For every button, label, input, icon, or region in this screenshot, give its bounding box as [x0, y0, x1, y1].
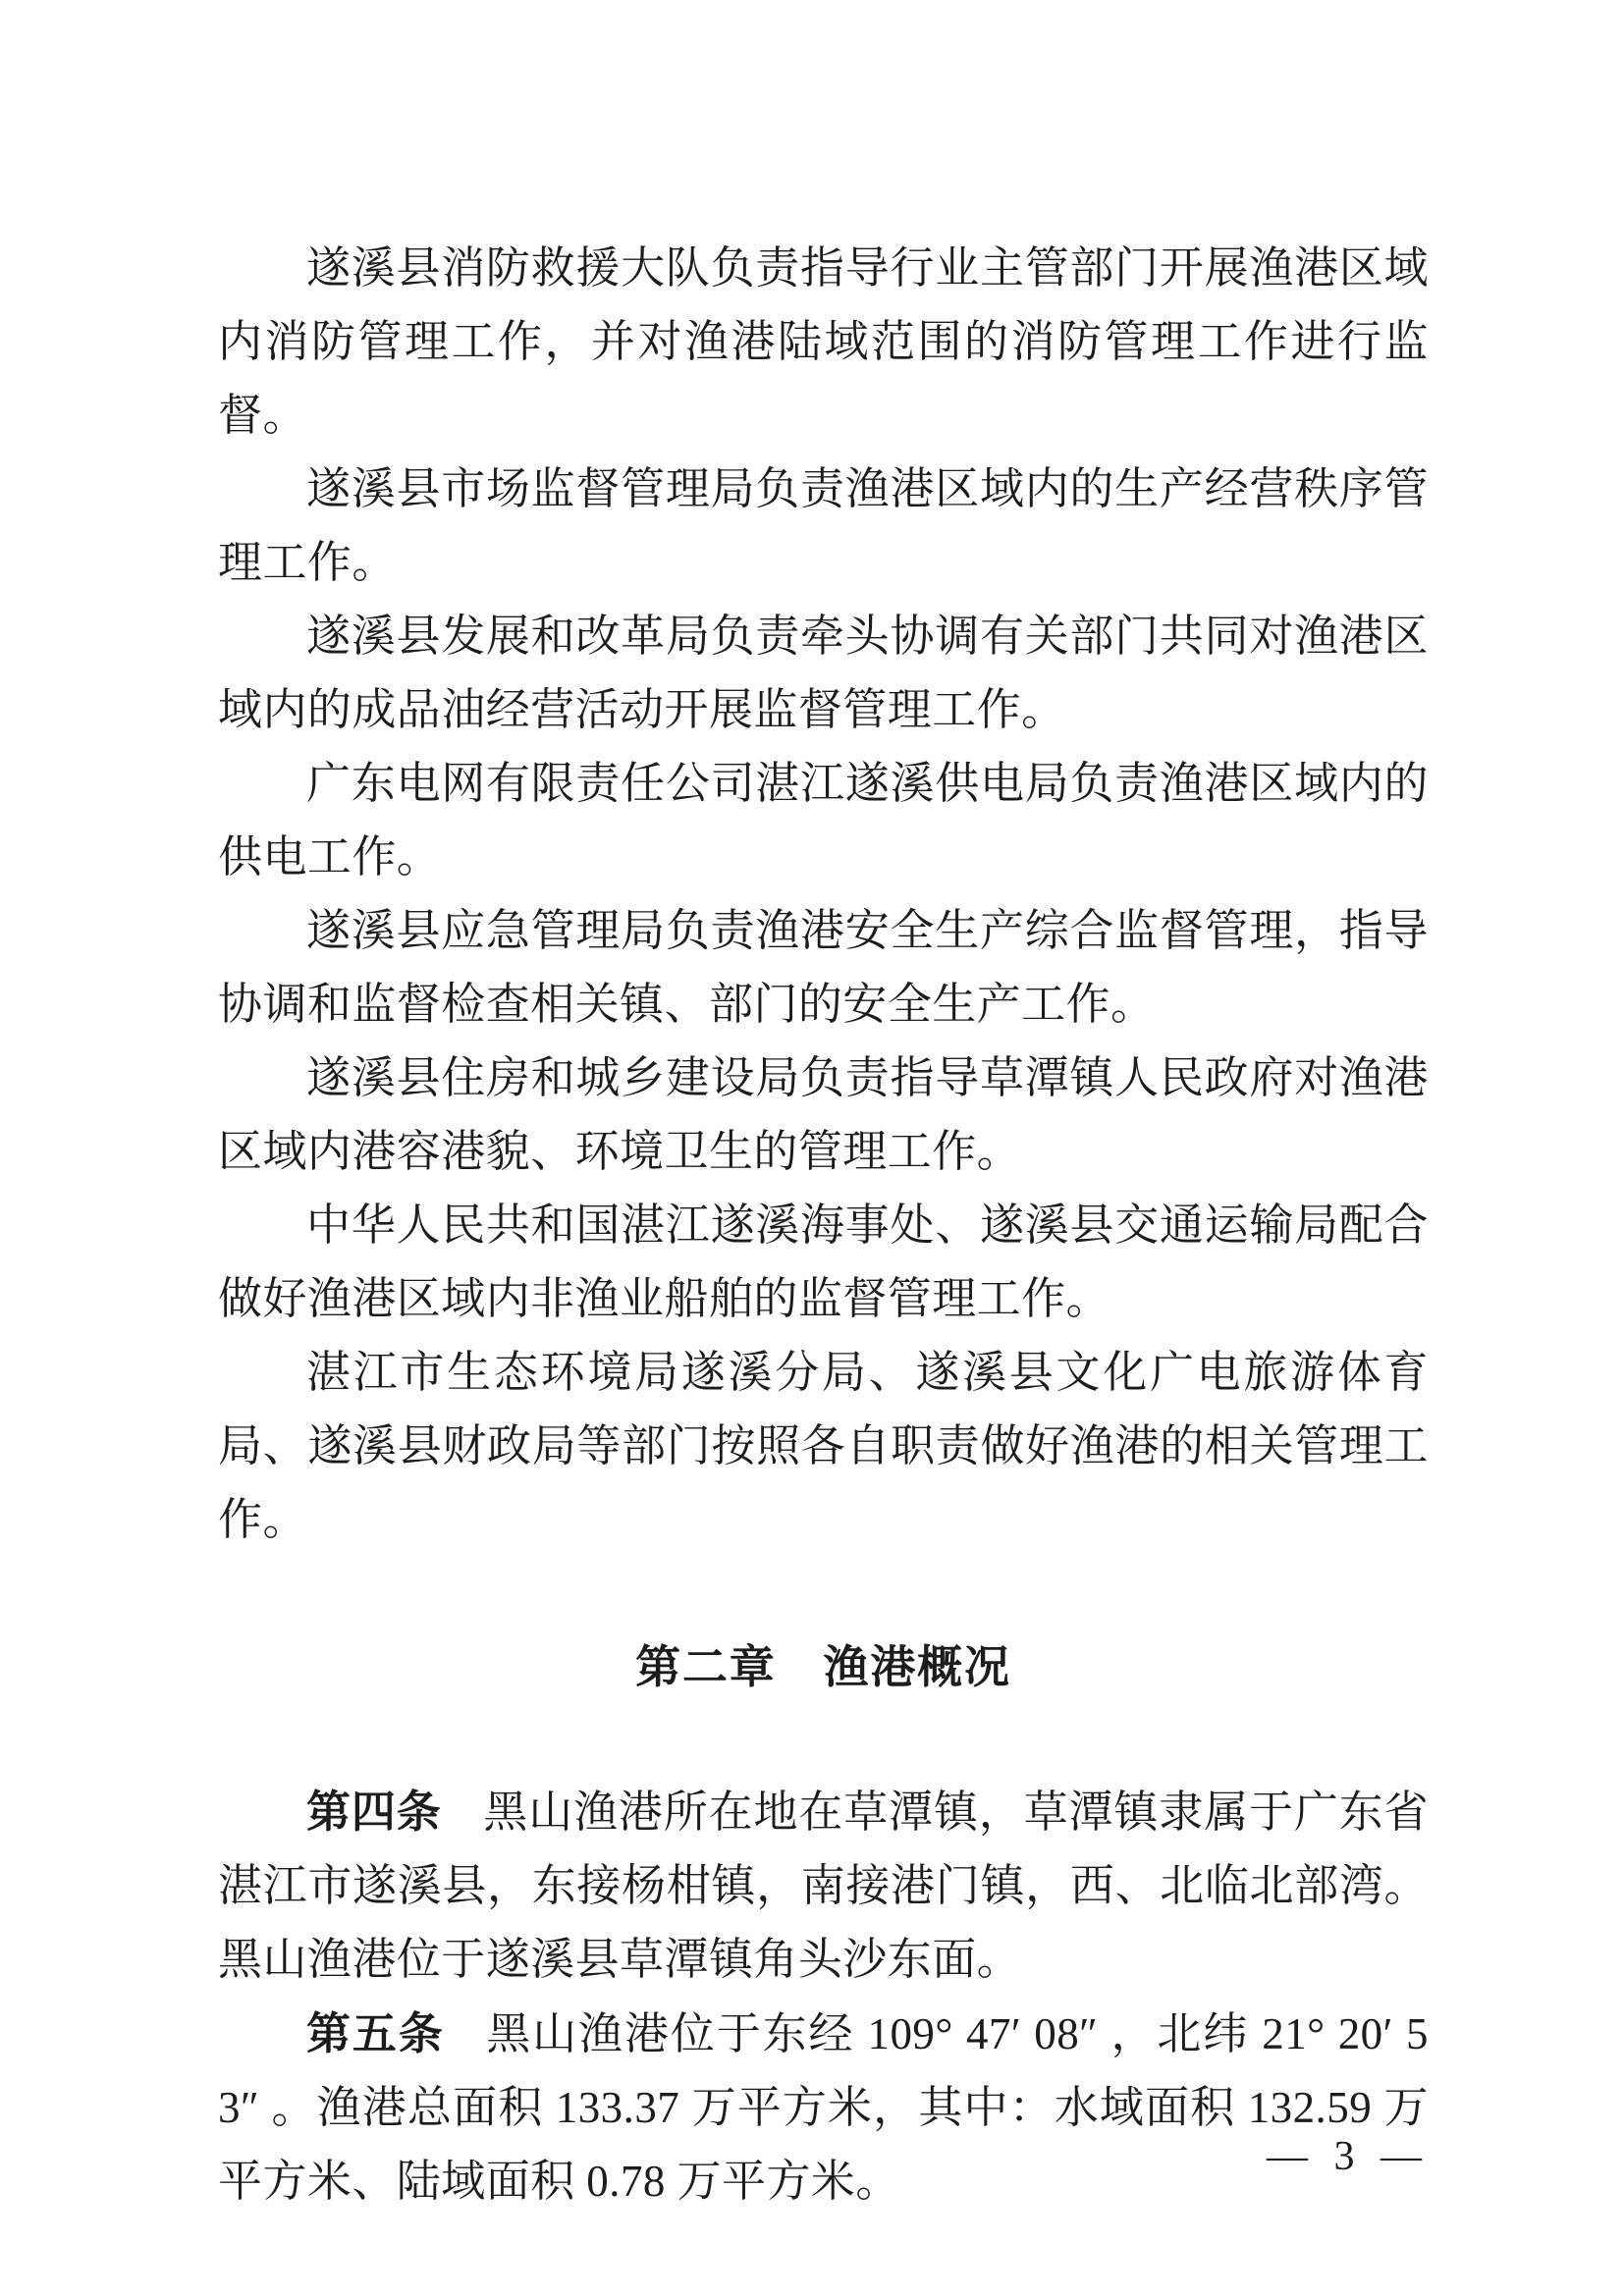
- body-paragraph: 广东电网有限责任公司湛江遂溪供电局负责渔港区域内的供电工作。: [218, 759, 1429, 881]
- article-5-label: 第五条: [306, 2008, 445, 2058]
- body-paragraph: 湛江市生态环境局遂溪分局、遂溪县文化广电旅游体育局、遂溪县财政局等部门按照各自职责做好渔港的相关管理工作。: [218, 1348, 1429, 1544]
- article-4-label: 第四条: [306, 1787, 442, 1837]
- body-paragraph: 遂溪县发展和改革局负责牵头协调有关部门共同对渔港区域内的成品油经营活动开展监督管理工作。: [218, 612, 1429, 734]
- body-paragraph: 中华人民共和国湛江遂溪海事处、遂溪县交通运输局配合做好渔港区域内非渔业船舶的监督管理工作。: [218, 1201, 1429, 1323]
- article-paragraph-4: [218, 1775, 1429, 1997]
- article-5-text: 黑山渔港位于东经 109° 47′ 08″ ，北纬 21° 20′ 53″ 。渔港总面积 133.37 万平方米，其中：水域面积 132.59 万平方米、陆域面积 0.78 万平方米。: [218, 2009, 1429, 2206]
- article-4-text: 黑山渔港所在地在草潭镇，草潭镇隶属于广东省湛江市遂溪县，东接杨柑镇，南接港门镇，西、北临北部湾。黑山渔港位于遂溪县草潭镇角头沙东面。: [218, 1788, 1430, 1984]
- body-paragraph: 遂溪县消防救援大队负责指导行业主管部门开展渔港区域内消防管理工作，并对渔港陆域范围的消防管理工作进行监督。: [218, 243, 1429, 440]
- article-paragraph-5: [218, 1997, 1429, 2218]
- body-paragraph: 遂溪县应急管理局负责渔港安全生产综合监督管理，指导协调和监督检查相关镇、部门的安全生产工作。: [218, 906, 1429, 1029]
- body-paragraph: 遂溪县市场监督管理局负责渔港区域内的生产经营秩序管理工作。: [218, 464, 1429, 587]
- document-body: [218, 232, 1429, 2218]
- page-number: — 3 —: [1267, 2134, 1430, 2179]
- chapter-heading: 第二章 渔港概况: [635, 1641, 1011, 1692]
- body-paragraph: 遂溪县住房和城乡建设局负责指导草潭镇人民政府对渔港区域内港容港貌、环境卫生的管理工作。: [218, 1053, 1429, 1176]
